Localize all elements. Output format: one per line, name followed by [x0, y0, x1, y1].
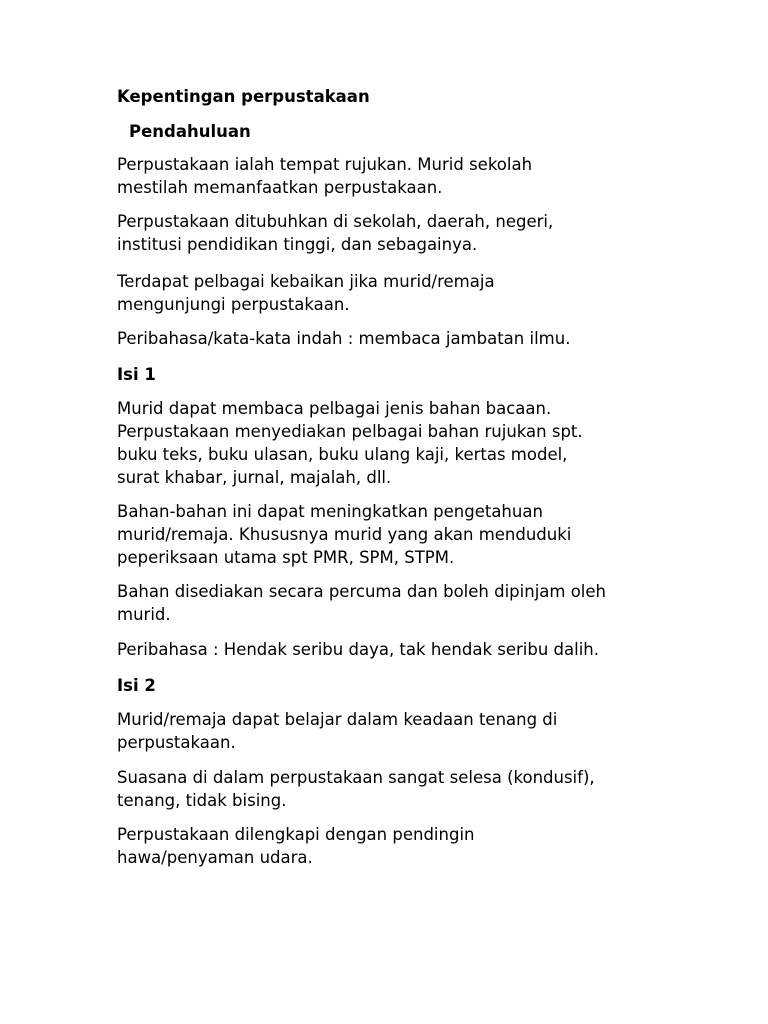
paragraph-line: Murid/remaja dapat belajar dalam keadaan tenang di [117, 710, 558, 729]
paragraph-line: Perpustakaan dilengkapi dengan pendingin [117, 825, 475, 844]
section-heading-isi-1: Isi 1 [117, 365, 156, 384]
section-heading-isi-2: Isi 2 [117, 676, 156, 695]
paragraph-line: Perpustakaan ditubuhkan di sekolah, daerah, negeri, [117, 212, 554, 231]
paragraph-line: Peribahasa/kata-kata indah : membaca jambatan ilmu. [117, 329, 571, 348]
paragraph-line: hawa/penyaman udara. [117, 848, 313, 867]
paragraph-line: mengunjungi perpustakaan. [117, 295, 350, 314]
document-title: Kepentingan perpustakaan [117, 87, 370, 106]
paragraph-line: perpustakaan. [117, 733, 236, 752]
paragraph-line: Murid dapat membaca pelbagai jenis bahan bacaan. [117, 399, 552, 418]
paragraph-line: Bahan disediakan secara percuma dan boleh dipinjam oleh [117, 582, 606, 601]
paragraph-line: Suasana di dalam perpustakaan sangat selesa (kondusif), [117, 768, 595, 787]
paragraph-line: buku teks, buku ulasan, buku ulang kaji, kertas model, [117, 445, 568, 464]
paragraph-line: Perpustakaan ialah tempat rujukan. Murid sekolah [117, 155, 533, 174]
paragraph-line: mestilah memanfaatkan perpustakaan. [117, 178, 443, 197]
paragraph-line: surat khabar, jurnal, majalah, dll. [117, 468, 392, 487]
paragraph-line: institusi pendidikan tinggi, dan sebagainya. [117, 235, 478, 254]
section-heading-pendahuluan: Pendahuluan [129, 122, 251, 141]
paragraph-line: Peribahasa : Hendak seribu daya, tak hendak seribu dalih. [117, 640, 600, 659]
paragraph-line: murid/remaja. Khususnya murid yang akan menduduki [117, 525, 572, 544]
paragraph-line: murid. [117, 605, 171, 624]
paragraph-line: Perpustakaan menyediakan pelbagai bahan rujukan spt. [117, 422, 583, 441]
paragraph-line: tenang, tidak bising. [117, 791, 287, 810]
paragraph-line: peperiksaan utama spt PMR, SPM, STPM. [117, 548, 455, 567]
paragraph-line: Terdapat pelbagai kebaikan jika murid/remaja [117, 272, 495, 291]
paragraph-line: Bahan-bahan ini dapat meningkatkan pengetahuan [117, 502, 543, 521]
